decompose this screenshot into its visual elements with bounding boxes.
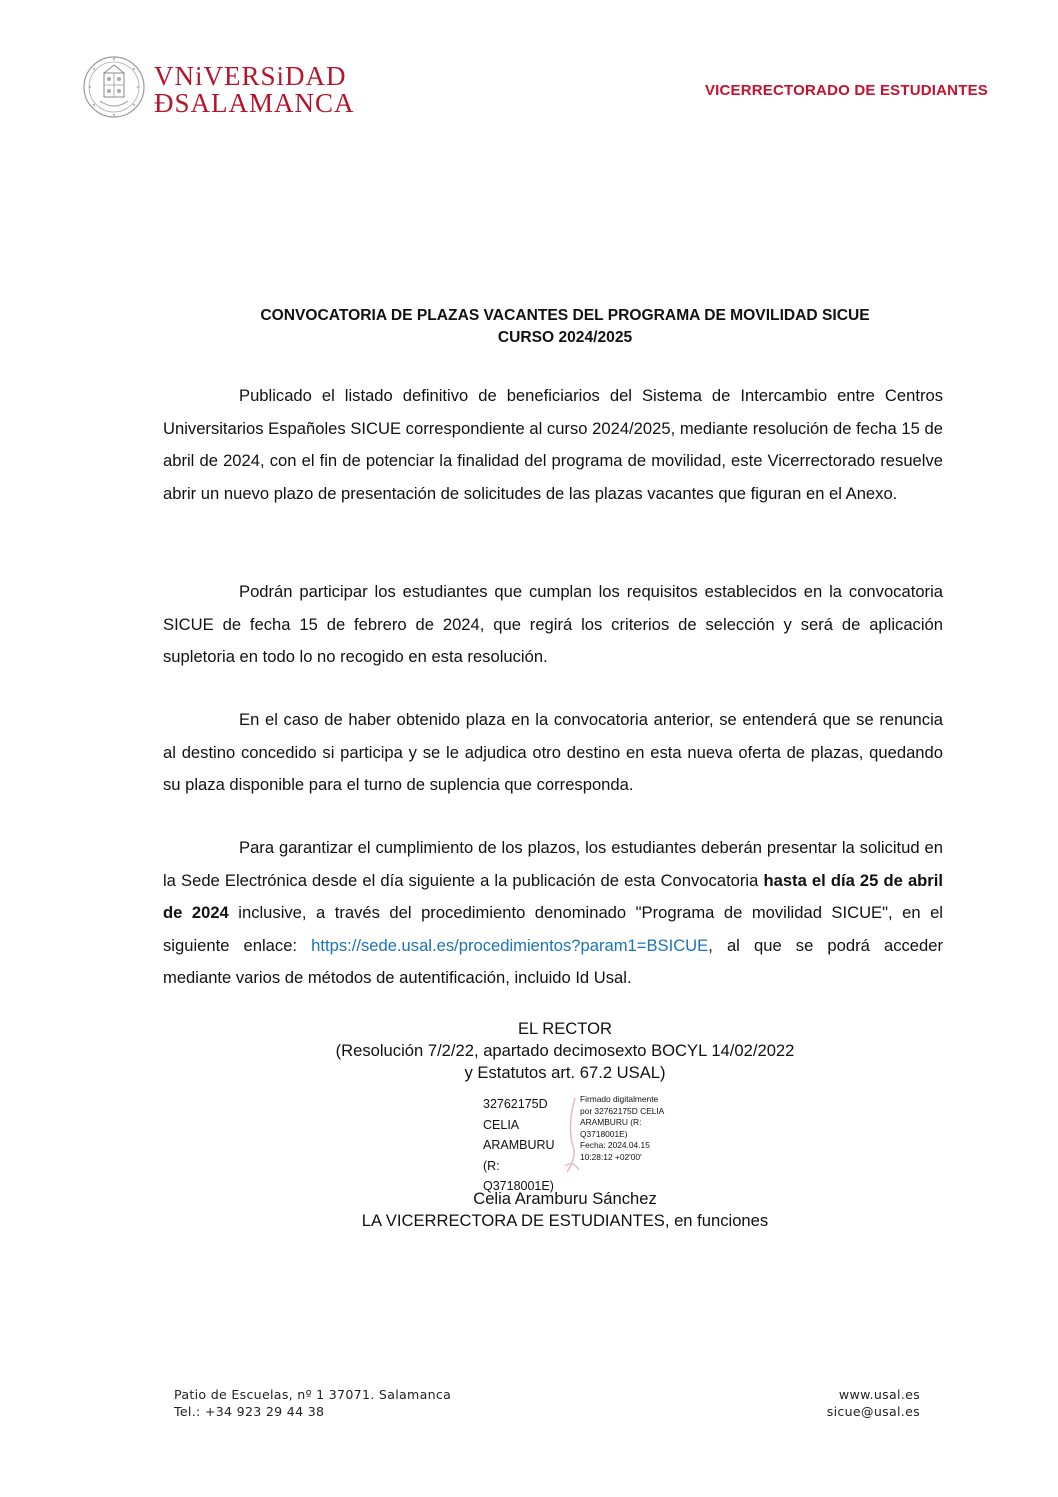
logo-text-line1: VNiVERSiDAD xyxy=(154,61,347,91)
university-crest-icon xyxy=(82,55,146,119)
digital-signature-id-line: CELIA xyxy=(483,1117,520,1132)
footer-web-link[interactable]: www.usal.es xyxy=(838,1387,920,1402)
paragraph-3: En el caso de haber obtenido plaza en la convocatoria anterior, se entenderá que se renuncia al destino concedido si participa y se le adjudica otro destino en esta nueva oferta de plazas, quedando su plaza disponible para el turno de suplencia que corresponda. xyxy=(163,710,943,794)
digital-signature-detail-line: 10:28:12 +02'00' xyxy=(580,1151,642,1162)
paragraph-1: Publicado el listado definitivo de beneficiarios del Sistema de Intercambio entre Centros Universitarios Españoles SICUE correspondiente al curso 2024/2025, mediante resolución de fecha 15 de abril de 2024, con el fin de potenciar la finalidad del programa de movilidad, este Vicerrectorado resuelve abrir un nuevo plazo de presentación de solicitudes de las plazas vacantes que figuran en el Anexo. xyxy=(163,386,943,503)
document-title xyxy=(150,305,980,349)
sede-procedure-link[interactable]: https://sede.usal.es/procedimientos?param1=BSICUE xyxy=(311,935,709,955)
signer-role: LA VICERRECTORA DE ESTUDIANTES, en funciones xyxy=(361,1211,769,1230)
signer-block xyxy=(160,1188,970,1232)
digital-signature-stamp xyxy=(483,1094,693,1193)
digital-signature-detail-line: Q3718001E) xyxy=(580,1128,628,1139)
signer-name: Celia Aramburu Sánchez xyxy=(473,1189,657,1208)
footer-online xyxy=(827,1386,920,1420)
digital-signature-detail-line: por 32762175D CELIA xyxy=(580,1105,665,1116)
digital-signature-id xyxy=(483,1094,573,1197)
department-header: VICERRECTORADO DE ESTUDIANTES xyxy=(704,82,988,99)
footer-email-link[interactable]: sicue@usal.es xyxy=(826,1404,920,1419)
title-line2: CURSO 2024/2025 xyxy=(497,329,633,346)
footer-phone: Tel.: +34 923 29 44 38 xyxy=(174,1404,325,1419)
digital-signature-detail-line: Firmado digitalmente xyxy=(580,1094,659,1104)
footer-address: Patio de Escuelas, nº 1 37071. Salamanca xyxy=(174,1387,452,1402)
digital-signature-id-line: Q3718001E) xyxy=(483,1179,554,1193)
signature-statutes: y Estatutos art. 67.2 USAL) xyxy=(464,1063,666,1082)
paragraph-4 xyxy=(163,832,943,995)
signature-title: EL RECTOR xyxy=(517,1019,613,1038)
paragraph-4-text-a: Para garantizar el cumplimiento de los plazos, los estudiantes deberán presentar la solicitud en la Sede Electrónica desde el día siguiente a la publicación de esta Convocatoria xyxy=(163,838,943,890)
digital-signature-id-line: ARAMBURU (R: xyxy=(483,1138,555,1173)
title-line1: CONVOCATORIA DE PLAZAS VACANTES DEL PROGRAMA DE MOVILIDAD SICUE xyxy=(260,307,870,324)
paragraph-2: Podrán participar los estudiantes que cumplan los requisitos establecidos en la convocatoria SICUE de fecha 15 de febrero de 2024, que regirá los criterios de selección y será de aplicación supletoria en todo lo no recogido en esta resolución. xyxy=(163,582,943,666)
paragraph-4-text-c: , al que se podrá acceder mediante varios de métodos de autentificación, incluido Id Usal. xyxy=(163,935,943,987)
signature-heading xyxy=(160,1018,970,1084)
signature-resolution: (Resolución 7/2/22, apartado decimosexto BOCYL 14/02/2022 xyxy=(335,1041,795,1060)
digital-signature-detail-line: Fecha: 2024.04.15 xyxy=(580,1140,650,1150)
logo-text-line2: ÐSALAMANCA xyxy=(154,88,355,118)
deadline-text: hasta el día 25 de abril de 2024 xyxy=(163,870,943,922)
paragraph-4-text-b: inclusive, a través del procedimiento denominado "Programa de movilidad SICUE", en el siguiente enlace: xyxy=(163,903,943,955)
digital-signature-details xyxy=(580,1094,680,1163)
digital-signature-id-line: 32762175D xyxy=(483,1097,548,1111)
university-logo xyxy=(82,55,355,118)
footer-contact xyxy=(174,1386,451,1420)
digital-signature-detail-line: ARAMBURU (R: xyxy=(580,1117,642,1127)
